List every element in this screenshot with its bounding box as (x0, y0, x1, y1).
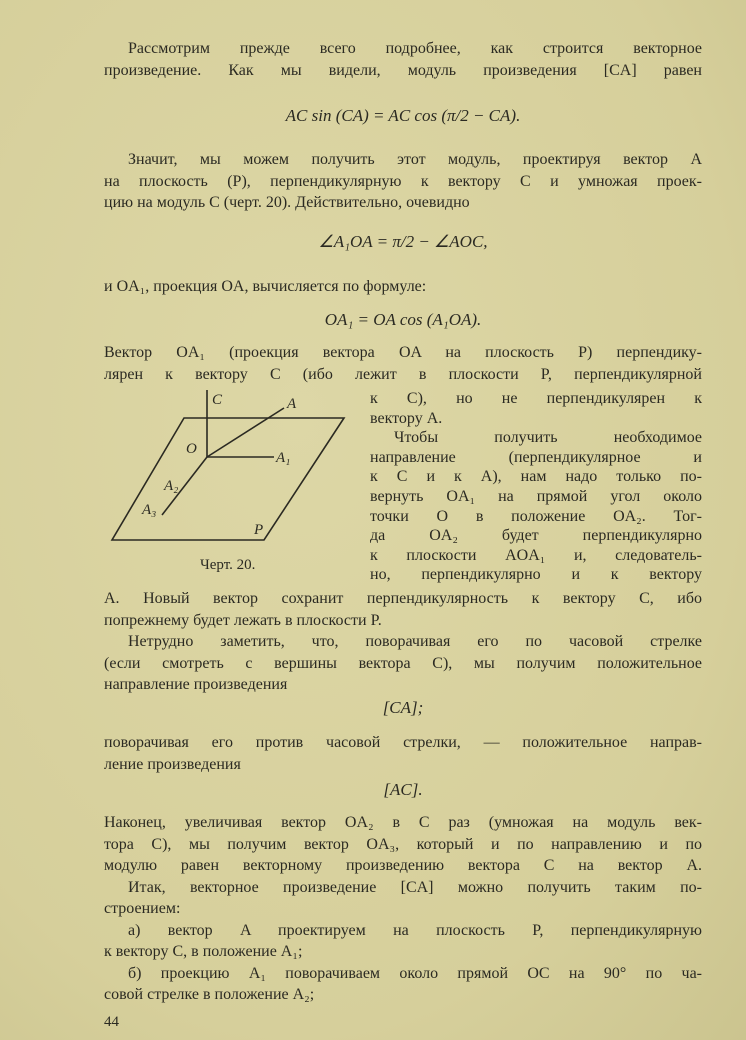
paragraph-conclusion (104, 812, 702, 1006)
text-line: Рассмотрим прежде всего подробнее, как строится векторное (128, 40, 702, 57)
vector-a (207, 408, 284, 457)
text-line: цию на модуль C (черт. 20). Действительно, очевидно (104, 194, 470, 211)
text-line: (если смотреть с вершины вектора C), мы получим положительное (104, 654, 702, 672)
text-line: направление произведения (104, 676, 288, 693)
text-line: Вектор OA₁ (проекция вектора OA на плоскость P) перпендику- (104, 344, 702, 361)
text-line: тора C), мы получим вектор OA₃, который и по направлению и по (104, 835, 702, 853)
text-line: б) проекцию A₁ поворачиваем около прямой OC на 90° по ча- (128, 964, 702, 982)
text-line: вернуть OA₁ на прямой угол около (370, 487, 702, 505)
text-line: совой стрелке в положение A₂; (104, 986, 315, 1003)
text-line: вектору A. (370, 409, 443, 427)
text-line: Наконец, увеличивая вектор OA₂ в C раз (умножая на модуль век- (104, 814, 702, 831)
text-line: Чтобы получить необходимое (394, 429, 702, 447)
formula-ca: [CA]; (382, 698, 424, 717)
paragraph-new-vector (104, 588, 702, 696)
paragraph-projection (104, 149, 702, 214)
text-line: к плоскости AOA₁ и, следователь- (370, 546, 702, 564)
text-line: попрежнему будет лежать в плоскости P. (104, 611, 382, 629)
label-c: C (212, 392, 223, 408)
text-line: лярен к вектору C (ибо лежит в плоскости P, перпендикулярной (104, 365, 702, 383)
text-line: строением: (104, 900, 181, 917)
text-line: да OA₂ будет перпендикулярно (370, 527, 702, 545)
text-line: а) вектор A проектируем на плоскость P, перпендикулярную (128, 921, 702, 939)
paragraph-vector (104, 342, 702, 385)
paragraph-beside-figure (370, 389, 702, 585)
label-p: P (254, 522, 264, 538)
label-a3: A₃ (142, 502, 157, 518)
paragraph-intro (104, 38, 702, 81)
text-line: на плоскость (P), перпендикулярную к вектору C и умножая проек- (104, 172, 702, 190)
figure-20-diagram (104, 390, 354, 570)
label-a1: A₁ (276, 450, 291, 466)
formula-modulus: AC sin (CA) = AC cos (π/2 − CA). (285, 106, 521, 125)
text-line: но, перпендикулярно и к вектору (370, 566, 702, 584)
label-a: A (287, 396, 297, 412)
text-line: Значит, мы можем получить этот модуль, проектируя вектор A (128, 151, 702, 168)
text-line: модулю равен векторному произведению вектора C на вектор A. (104, 857, 702, 874)
formula-angle: ∠A₁OA = π/2 − ∠AOC, (318, 232, 488, 251)
figure-caption: Черт. 20. (200, 557, 256, 573)
text-line: и OA₁, проекция OA, вычисляется по формуле: (104, 278, 427, 295)
text-line: A. Новый вектор сохранит перпендикулярность к вектору C, ибо (104, 590, 702, 607)
formula-ac: [AC]. (383, 780, 423, 799)
text-line: Итак, векторное произведение [CA] можно получить таким по- (128, 878, 702, 896)
text-line: к вектору C, в положение A₁; (104, 943, 303, 960)
text-line: к C и к A), нам надо только по- (370, 468, 702, 486)
text-line: ление произведения (104, 755, 241, 773)
formula-projection: OA₁ = OA cos (A₁OA). (324, 310, 482, 329)
label-o: O (186, 441, 197, 457)
plane-p (112, 418, 344, 540)
paragraph-counterclockwise (104, 732, 702, 775)
text-line: поворачивая его против часовой стрелки, — положительное направ- (104, 734, 702, 751)
text-line: направление (перпендикулярное и (370, 448, 702, 466)
text-line: точки O в положение OA₂. Тог- (370, 507, 702, 525)
paragraph-formula-intro (104, 276, 702, 298)
text-line: к C), но не перпендикулярен к (370, 390, 702, 407)
page-number: 44 (104, 1014, 119, 1030)
text-line: произведение. Как мы видели, модуль произведения [CA] равен (104, 61, 702, 79)
text-line: Нетрудно заметить, что, поворачивая его по часовой стрелке (128, 633, 702, 650)
label-a2: A₂ (164, 478, 179, 494)
